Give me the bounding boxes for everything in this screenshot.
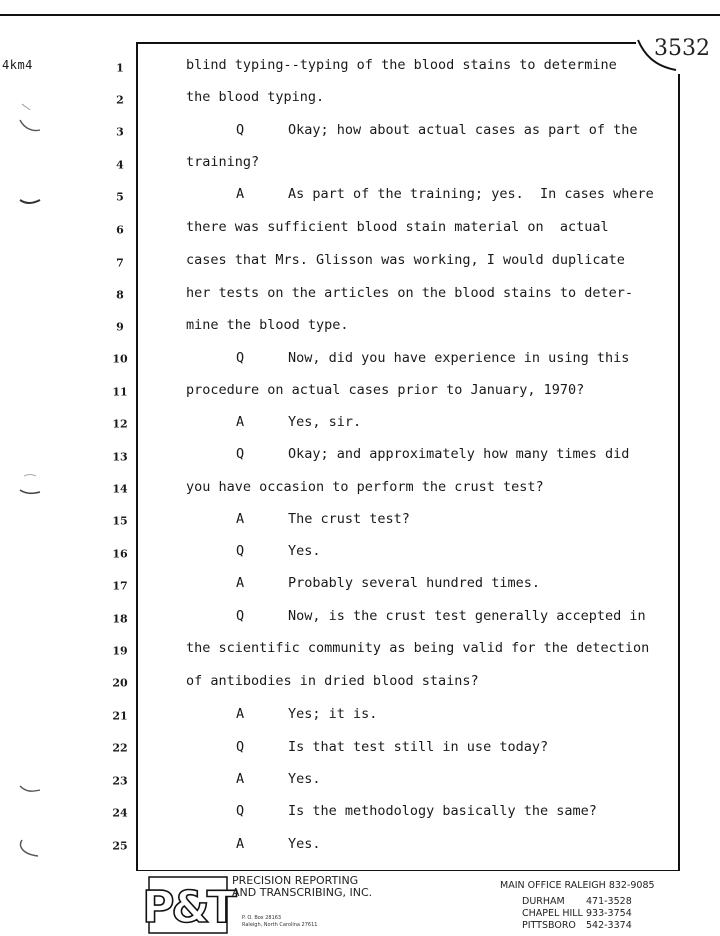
speaker-tag: A <box>236 414 245 430</box>
office-city: DURHAM <box>522 896 565 907</box>
transcript-line: cases that Mrs. Glisson was working, I would duplicate <box>186 252 625 268</box>
transcript-line: Now, is the crust test generally accepted in <box>288 608 646 624</box>
line-number: 11 <box>112 385 128 399</box>
office-city: PITTSBORO <box>522 920 576 931</box>
line-number: 4 <box>116 158 124 172</box>
line-number: 9 <box>116 320 124 334</box>
firm-name <box>232 875 372 899</box>
line-number: 10 <box>112 352 128 366</box>
firm-address-line2: Raleigh, North Carolina 27611 <box>242 922 318 928</box>
line-number: 5 <box>116 190 124 204</box>
office-row <box>522 896 632 907</box>
transcript-line: Is that test still in use today? <box>288 739 549 755</box>
speaker-tag: Q <box>236 608 245 624</box>
punch-marks-lower <box>14 770 54 870</box>
transcript-line: Yes. <box>288 543 321 559</box>
line-number: 20 <box>112 676 128 690</box>
punch-marks <box>14 96 54 536</box>
transcript-line: Yes. <box>288 836 321 852</box>
line-number: 25 <box>112 839 128 853</box>
speaker-tag: A <box>236 771 245 787</box>
transcript-line: you have occasion to perform the crust test? <box>186 479 544 495</box>
transcript-line: procedure on actual cases prior to January, 1970? <box>186 382 585 398</box>
speaker-tag: A <box>236 836 245 852</box>
line-number: 17 <box>112 579 128 593</box>
transcript-line: As part of the training; yes. In cases where <box>288 186 654 202</box>
speaker-tag: Q <box>236 543 245 559</box>
top-border <box>0 0 720 16</box>
line-number: 8 <box>116 288 124 302</box>
transcript-line: Probably several hundred times. <box>288 575 540 591</box>
firm-address-line1: P. O. Box 28163 <box>242 915 282 921</box>
transcript-line: her tests on the articles on the blood stains to deter- <box>186 285 634 301</box>
firm-name-line1: PRECISION REPORTING <box>232 874 359 887</box>
transcript-line: Okay; and approximately how many times did <box>288 446 630 462</box>
speaker-tag: Q <box>236 446 245 462</box>
transcript-line: the scientific community as being valid for the detection <box>186 640 650 656</box>
line-number: 21 <box>112 709 128 723</box>
transcript-line: blind typing--typing of the blood stains to determine <box>186 57 617 73</box>
line-number: 23 <box>112 774 128 788</box>
speaker-tag: A <box>236 575 245 591</box>
office-row <box>522 908 632 919</box>
line-number: 7 <box>116 256 124 270</box>
speaker-tag: Q <box>236 739 245 755</box>
line-number: 24 <box>112 806 128 820</box>
transcript-line: Okay; how about actual cases as part of the <box>288 122 638 138</box>
line-number: 16 <box>112 547 128 561</box>
line-number: 13 <box>112 450 128 464</box>
transcript-line: there was sufficient blood stain material on actual <box>186 219 609 235</box>
line-number: 12 <box>112 417 128 431</box>
transcript-line: Is the methodology basically the same? <box>288 803 597 819</box>
firm-address <box>242 915 317 929</box>
page-number: 3532 <box>654 36 710 61</box>
main-office: MAIN OFFICE RALEIGH 832-9085 <box>500 880 655 891</box>
line-number: 6 <box>116 223 124 237</box>
line-number: 3 <box>116 125 124 139</box>
line-number: 14 <box>112 482 128 496</box>
speaker-tag: Q <box>236 803 245 819</box>
logo-text: P&T <box>142 882 234 933</box>
transcript-line: Now, did you have experience in using this <box>288 350 630 366</box>
transcript-line: mine the blood type. <box>186 317 349 333</box>
transcript-line: of antibodies in dried blood stains? <box>186 673 479 689</box>
transcript-line: Yes, sir. <box>288 414 362 430</box>
side-code: 4km4 <box>2 58 33 72</box>
transcript-line: the blood typing. <box>186 89 325 105</box>
speaker-tag: A <box>236 186 245 202</box>
line-number: 2 <box>116 93 124 107</box>
line-number: 15 <box>112 514 128 528</box>
office-city: CHAPEL HILL <box>522 908 583 919</box>
firm-name-line2: AND TRANSCRIBING, INC. <box>232 886 373 899</box>
speaker-tag: A <box>236 511 245 527</box>
speaker-tag: Q <box>236 122 245 138</box>
company-logo <box>142 876 234 934</box>
line-number: 1 <box>116 61 124 75</box>
speaker-tag: Q <box>236 350 245 366</box>
office-phone: 471-3528 <box>586 896 632 907</box>
office-phone: 542-3374 <box>586 920 632 931</box>
transcript-line: The crust test? <box>288 511 410 527</box>
office-row <box>522 920 632 931</box>
transcript-line: Yes. <box>288 771 321 787</box>
line-number: 18 <box>112 612 128 626</box>
speaker-tag: A <box>236 706 245 722</box>
office-phone: 933-3754 <box>586 908 632 919</box>
transcript-line: training? <box>186 154 260 170</box>
transcript-line: Yes; it is. <box>288 706 378 722</box>
line-number: 22 <box>112 741 128 755</box>
line-number: 19 <box>112 644 128 658</box>
